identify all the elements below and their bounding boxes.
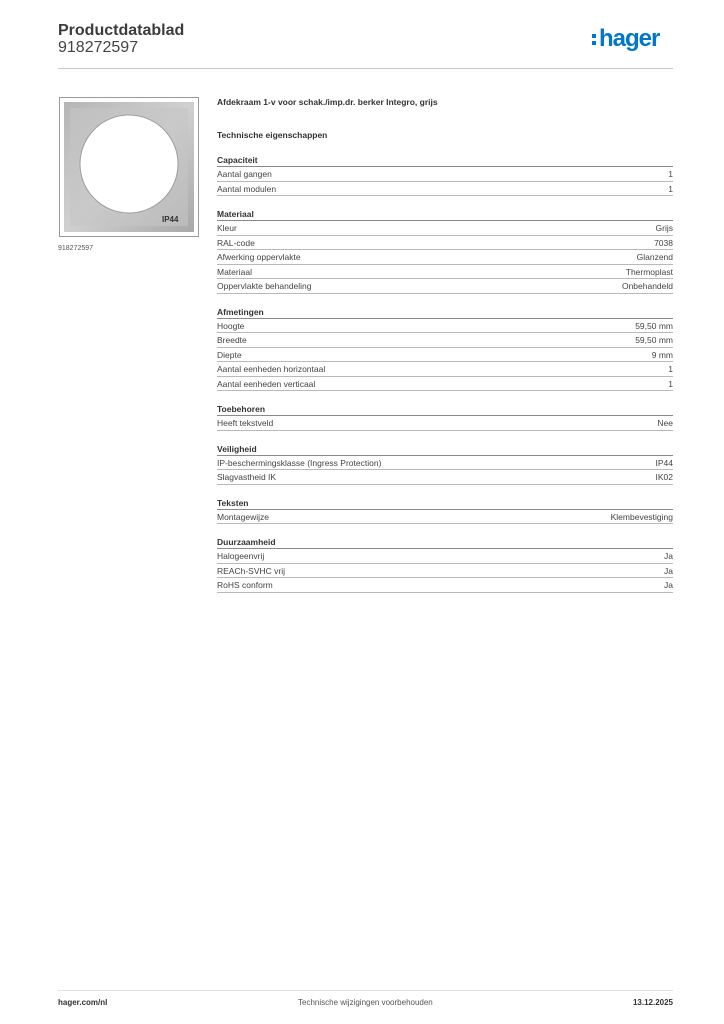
spec-value: 1	[668, 183, 673, 194]
document-title: Productdatablad	[58, 22, 185, 39]
spec-label: RoHS conform	[217, 580, 273, 590]
footer-date: 13.12.2025	[632, 998, 673, 1007]
logo-text: hager	[599, 25, 660, 52]
spec-value: Klembevestiging	[610, 511, 673, 522]
spec-row	[217, 265, 673, 280]
spec-value: Nee	[657, 418, 673, 428]
spec-row	[217, 236, 673, 251]
spec-label: Oppervlakte behandeling	[217, 281, 312, 291]
spec-value: 59,50 mm	[635, 335, 673, 345]
spec-value: 7038	[654, 237, 673, 248]
spec-label: REACh-SVHC vrij	[217, 565, 286, 576]
spec-value: 1	[668, 378, 673, 389]
tech-properties-title: Technische eigenschappen	[217, 130, 328, 140]
spec-row	[217, 456, 673, 471]
section-title: Teksten	[217, 497, 673, 510]
product-image	[59, 97, 199, 237]
spec-value: 1	[668, 364, 673, 374]
spec-row	[217, 416, 673, 431]
spec-label: Aantal eenheden horizontaal	[217, 364, 326, 374]
spec-label: Halogeenvrij	[217, 551, 265, 561]
section-title: Afmetingen	[217, 306, 673, 319]
section-title: Materiaal	[217, 208, 673, 221]
spec-label: Breedte	[217, 335, 247, 345]
spec-row	[217, 510, 673, 525]
ip44-badge: IP44	[162, 215, 179, 224]
spec-value: IK02	[655, 472, 673, 482]
spec-row	[217, 549, 673, 564]
spec-value: Ja	[664, 580, 673, 590]
spec-sections	[217, 154, 673, 593]
spec-label: RAL-code	[217, 237, 255, 248]
spec-label: Aantal eenheden verticaal	[217, 378, 316, 389]
spec-row	[217, 377, 673, 392]
spec-row	[217, 348, 673, 363]
product-number: 918272597	[58, 39, 139, 56]
spec-row	[217, 362, 673, 377]
spec-section	[217, 208, 673, 294]
spec-content	[217, 95, 673, 593]
header-divider	[58, 68, 673, 69]
spec-row	[217, 319, 673, 334]
footer-disclaimer: Technische wijzigingen voorbehouden	[298, 998, 433, 1007]
section-title: Capaciteit	[217, 154, 673, 167]
product-title: Afdekraam 1-v voor schak./imp.dr. berker Integro, grijs	[217, 97, 438, 107]
spec-value: Grijs	[655, 223, 673, 233]
section-title: Veiligheid	[217, 443, 673, 456]
spec-value: Onbehandeld	[621, 281, 673, 291]
spec-label: Hoogte	[217, 320, 245, 331]
spec-label: Montagewijze	[217, 511, 269, 522]
spec-row	[217, 279, 673, 294]
spec-value: Ja	[664, 565, 673, 576]
spec-label: Slagvastheid IK	[217, 472, 277, 482]
spec-section	[217, 154, 673, 196]
spec-label: Diepte	[217, 349, 242, 360]
spec-row	[217, 167, 673, 182]
spec-row	[217, 221, 673, 236]
footer-website[interactable]: hager.com/nl	[58, 998, 108, 1007]
spec-value: 59,50 mm	[635, 320, 673, 331]
spec-value: Glanzend	[636, 252, 673, 262]
spec-value: 1	[668, 169, 673, 179]
spec-section	[217, 497, 673, 525]
spec-section	[217, 306, 673, 392]
spec-section	[217, 536, 673, 593]
spec-row	[217, 470, 673, 485]
section-title: Toebehoren	[217, 403, 673, 416]
spec-label: Heeft tekstveld	[217, 418, 274, 428]
spec-row	[217, 182, 673, 197]
spec-section	[217, 443, 673, 485]
spec-value: Ja	[664, 551, 673, 561]
spec-label: Kleur	[217, 223, 237, 233]
spec-value: IP44	[655, 457, 673, 468]
spec-row	[217, 578, 673, 593]
spec-value: 9 mm	[651, 349, 673, 360]
spec-row	[217, 333, 673, 348]
hager-logo	[592, 25, 674, 58]
section-title: Duurzaamheid	[217, 536, 673, 549]
image-caption: 918272597	[58, 245, 94, 252]
spec-label: Afwerking oppervlakte	[217, 252, 301, 262]
logo-dots-icon	[592, 34, 597, 50]
spec-row	[217, 564, 673, 579]
spec-label: Aantal gangen	[217, 169, 272, 179]
spec-section	[217, 403, 673, 431]
spec-label: IP-beschermingsklasse (Ingress Protection)	[217, 457, 382, 468]
spec-label: Materiaal	[217, 266, 252, 277]
footer-divider	[58, 990, 673, 991]
spec-label: Aantal modulen	[217, 183, 277, 194]
spec-value: Thermoplast	[625, 266, 673, 277]
spec-row	[217, 250, 673, 265]
